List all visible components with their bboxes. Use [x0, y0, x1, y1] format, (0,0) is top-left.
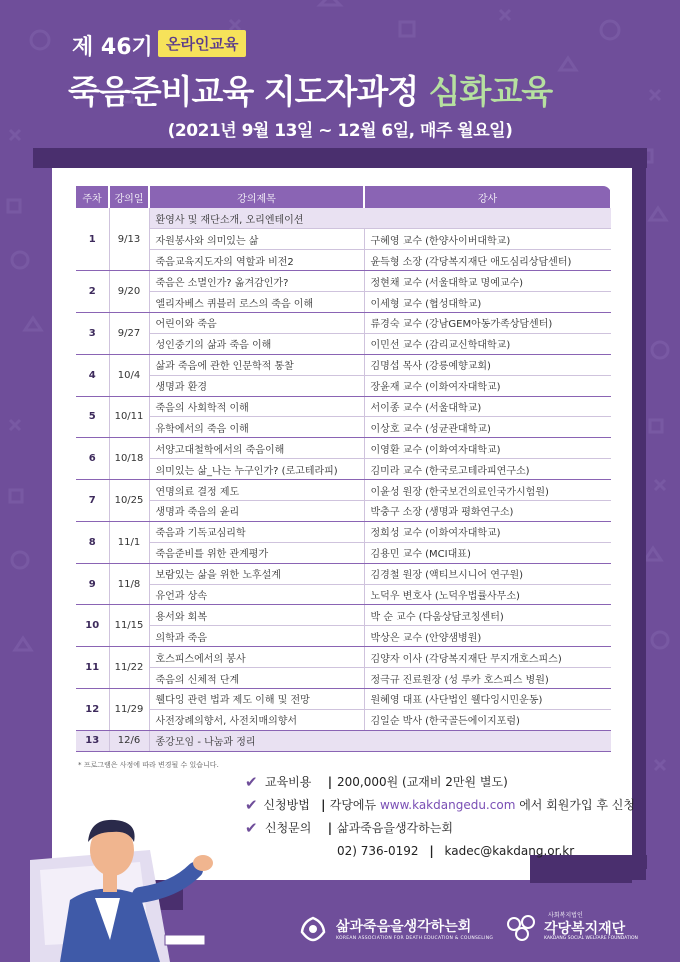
lecture-date: 11/1 — [109, 521, 149, 563]
lecture-title: 생명과 죽음의 윤리 — [149, 500, 364, 521]
date-range: (2021년 9월 13일 ~ 12월 6일, 매주 월요일) — [167, 121, 513, 141]
table-row — [76, 375, 611, 396]
lecturer-name: 이영환 교수 (이화여자대학교) — [364, 438, 611, 459]
lecturer-name: 장윤재 교수 (이화여자대학교) — [364, 375, 611, 396]
week-number: 11 — [76, 647, 109, 689]
apply-row — [245, 793, 635, 816]
org2-english-name: KAKDANG SOCIAL WELFARE FOUNDATION — [544, 936, 638, 941]
week-number: 6 — [76, 438, 109, 480]
table-row — [76, 563, 611, 584]
lecturer-name: 이세형 교수 (협성대학교) — [364, 292, 611, 313]
divider: | — [429, 843, 434, 858]
contact-row — [245, 839, 635, 862]
check-icon: ✔ — [245, 795, 258, 814]
edition-label: 제 46기 — [72, 35, 153, 60]
table-row — [76, 647, 611, 668]
page-title — [68, 66, 628, 113]
lecture-title: 웰다잉 관련 법과 제도 이해 및 전망 — [149, 688, 364, 709]
table-row — [76, 626, 611, 647]
table-row — [76, 668, 611, 689]
lecture-date: 9/20 — [109, 271, 149, 313]
lecture-date: 9/27 — [109, 312, 149, 354]
lecture-date: 11/22 — [109, 647, 149, 689]
table-row — [76, 333, 611, 354]
lecture-title: 보람있는 삶을 위한 노후설계 — [149, 563, 364, 584]
phone-number[interactable]: 02) 736-0192 — [337, 843, 419, 858]
lecturer-name: 정극규 진료원장 (성 루카 호스피스 병원) — [364, 668, 611, 689]
fee-row — [245, 770, 635, 793]
table-row — [76, 292, 611, 313]
check-icon: ✔ — [245, 818, 258, 837]
lecturer-name: 박충구 소장 (생명과 평화연구소) — [364, 500, 611, 521]
lecture-date: 10/18 — [109, 438, 149, 480]
lecture-title: 연명의료 결정 제도 — [149, 480, 364, 501]
lecture-title: 자원봉사와 의미있는 삶 — [149, 229, 364, 250]
col-lecturer: 강사 — [364, 186, 611, 208]
divider: | — [327, 774, 333, 789]
lecture-title: 죽음교육지도자의 역할과 비전2 — [149, 250, 364, 271]
divider: | — [321, 797, 326, 812]
email-address[interactable]: kadec@kakdang.or.kr — [444, 843, 575, 858]
lecture-title: 생명과 환경 — [149, 375, 364, 396]
lecturer-name: 김일순 박사 (한국골든에이지포럼) — [364, 709, 611, 730]
lecturer-name: 김용민 교수 (MCI대표) — [364, 542, 611, 563]
apply-suffix: 에서 회원가입 후 신청 — [519, 798, 635, 812]
col-title: 강의제목 — [149, 186, 364, 208]
lecture-title: 호스피스에서의 봉사 — [149, 647, 364, 668]
lecturer-name: 김양자 이사 (각당복지재단 무지개호스피스) — [364, 647, 611, 668]
table-row — [76, 605, 611, 626]
footer — [298, 908, 678, 948]
col-week: 주차 — [76, 186, 109, 208]
info-section — [245, 770, 635, 862]
table-row — [76, 730, 611, 751]
table-row — [76, 709, 611, 730]
lecture-date: 11/8 — [109, 563, 149, 605]
lecturer-name: 김명섭 목사 (강릉예향교회) — [364, 354, 611, 375]
inquiry-label: 신청문의 — [265, 821, 312, 835]
lecturer-name: 노덕우 변호사 (노덕우법률사무소) — [364, 584, 611, 605]
board-frame-top — [33, 148, 647, 168]
week-number: 12 — [76, 688, 109, 730]
week-number: 5 — [76, 396, 109, 438]
week-number: 10 — [76, 605, 109, 647]
table-row — [76, 396, 611, 417]
inquiry-org: 삶과죽음을생각하는회 — [337, 821, 453, 835]
table-row — [76, 521, 611, 542]
lecturer-name: 원혜영 대표 (사단법인 웰다잉시민운동) — [364, 688, 611, 709]
org1-english-name: KOREAN ASSOCIATION FOR DEATH EDUCATION & COUNSELING — [336, 936, 494, 941]
lecture-date: 11/29 — [109, 688, 149, 730]
divider: | — [327, 820, 333, 835]
title-main: 죽음준비교육 지도자과정 — [68, 72, 419, 111]
header — [0, 0, 680, 150]
lecture-title: 삶과 죽음에 관한 인문학적 통찰 — [149, 354, 364, 375]
table-row — [76, 417, 611, 438]
lecture-title: 엘리자베스 퀴블러 로스의 죽음 이해 — [149, 292, 364, 313]
table-header-row — [76, 186, 611, 208]
lecturer-name: 김미라 교수 (한국로고테라피연구소) — [364, 459, 611, 480]
table-body — [76, 208, 611, 751]
lecturer-name: 이민선 교수 (감리교신학대학교) — [364, 333, 611, 354]
lecture-title: 죽음의 사회학적 이해 — [149, 396, 364, 417]
table-row — [76, 208, 611, 229]
table-row — [76, 500, 611, 521]
week-number: 2 — [76, 271, 109, 313]
fee-label: 교육비용 — [265, 775, 312, 789]
lecturer-name: 이윤성 원장 (한국보건의료인국가시험원) — [364, 480, 611, 501]
lecture-title: 죽음의 신체적 단계 — [149, 668, 364, 689]
table-row — [76, 250, 611, 271]
lecture-title: 용서와 회복 — [149, 605, 364, 626]
lecture-date: 10/4 — [109, 354, 149, 396]
check-icon: ✔ — [245, 772, 258, 791]
lecture-title: 죽음준비를 위한 관계평가 — [149, 542, 364, 563]
apply-prefix: 각당에듀 — [329, 798, 377, 812]
lecturer-name: 윤득형 소장 (각당복지재단 애도심리상담센터) — [364, 250, 611, 271]
org2-type: 사회복지법인 — [548, 912, 583, 919]
schedule-table — [76, 186, 612, 752]
board-frame-corner-inner — [530, 869, 632, 883]
lecture-date: 10/11 — [109, 396, 149, 438]
kakdang-logo — [504, 912, 540, 942]
week-number: 4 — [76, 354, 109, 396]
lecture-title: 어린이와 죽음 — [149, 312, 364, 333]
apply-value — [330, 796, 635, 813]
lecturer-name: 류경숙 교수 (강남GEM아동가족상담센터) — [364, 312, 611, 333]
lecture-title: 환영사 및 재단소개, 오리엔테이션 — [149, 208, 611, 229]
lecturer-name: 김경철 원장 (액티브시니어 연구원) — [364, 563, 611, 584]
table-row — [76, 688, 611, 709]
table-row — [76, 459, 611, 480]
lecture-title: 의학과 죽음 — [149, 626, 364, 647]
inquiry-row — [245, 816, 635, 839]
org1-name: 삶과죽음을생각하는회 — [336, 919, 472, 935]
lecture-title: 유학에서의 죽음 이해 — [149, 417, 364, 438]
week-number: 3 — [76, 312, 109, 354]
lecture-date: 9/13 — [109, 208, 149, 271]
lecture-title: 유언과 상속 — [149, 584, 364, 605]
lecture-date: 11/15 — [109, 605, 149, 647]
apply-label: 신청방법 — [263, 798, 310, 812]
org2-name: 각당복지재단 — [544, 921, 626, 937]
col-date: 강의일 — [109, 186, 149, 208]
title-accent: 심화교육 — [428, 72, 553, 111]
lecturer-name: 정희성 교수 (이화여자대학교) — [364, 521, 611, 542]
lecturer-name: 이상호 교수 (성균관대학교) — [364, 417, 611, 438]
lecture-title: 의미있는 삶_나는 누구인가? (로고테라피) — [149, 459, 364, 480]
lecturer-name: 박 순 교수 (다움상담코칭센터) — [364, 605, 611, 626]
week-number: 1 — [76, 208, 109, 271]
week-number: 9 — [76, 563, 109, 605]
lecture-title: 죽음은 소멸인가? 옮겨감인가? — [149, 271, 364, 292]
lecturer-name: 박상은 교수 (안양샘병원) — [364, 626, 611, 647]
lecture-date: 10/25 — [109, 480, 149, 522]
table-row — [76, 229, 611, 250]
presenter-illustration — [0, 770, 250, 962]
table-row — [76, 584, 611, 605]
table-row — [76, 354, 611, 375]
week-number: 13 — [76, 730, 109, 751]
lecture-title: 성인중기의 삶과 죽음 이해 — [149, 333, 364, 354]
lecture-title: 사전장례의향서, 사전치매의향서 — [149, 709, 364, 730]
lecturer-name: 구혜영 교수 (한양사이버대학교) — [364, 229, 611, 250]
fee-value: 200,000원 (교재비 2만원 별도) — [337, 775, 508, 789]
week-number: 7 — [76, 480, 109, 522]
table-row — [76, 312, 611, 333]
table-row — [76, 271, 611, 292]
lecture-title: 서양고대철학에서의 죽음이해 — [149, 438, 364, 459]
lecturer-name: 서이종 교수 (서울대학교) — [364, 396, 611, 417]
table-row — [76, 480, 611, 501]
lecturer-name: 정현채 교수 (서울대학교 명예교수) — [364, 271, 611, 292]
schedule-note: * 프로그램은 사정에 따라 변경될 수 있습니다. — [78, 761, 219, 769]
lecture-title: 죽음과 기독교심리학 — [149, 521, 364, 542]
table-row — [76, 438, 611, 459]
week-number: 8 — [76, 521, 109, 563]
lecture-date: 12/6 — [109, 730, 149, 751]
kadec-logo — [298, 914, 328, 944]
lecture-title: 종강모임 - 나눔과 정리 — [149, 730, 611, 751]
online-badge: 온라인교육 — [158, 30, 246, 57]
table-row — [76, 542, 611, 563]
apply-url-link[interactable]: www.kakdangedu.com — [379, 798, 516, 812]
